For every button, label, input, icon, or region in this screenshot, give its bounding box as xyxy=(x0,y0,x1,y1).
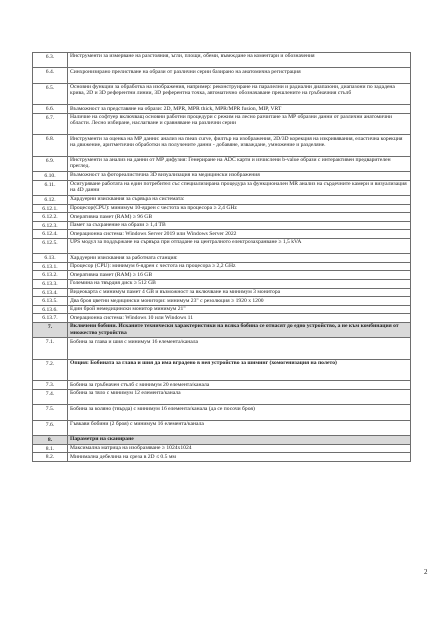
row-number: 7.6. xyxy=(33,420,68,435)
row-text: Опция: Бобината за глава и шия да има вградено в нея устройство за шиминг (хомогенизация на полето) xyxy=(68,359,411,380)
table-row xyxy=(33,113,411,134)
row-number: 6.13.2. xyxy=(33,271,68,280)
row-text: Възможност за представяне на образи: 2D, MPR, MPR thick, MPR/MPR fusion, MIP, VRT xyxy=(68,105,411,114)
row-number: 6.4. xyxy=(33,68,68,83)
row-number: 8.2. xyxy=(33,453,68,462)
row-text: Видеокарта с минимум памет 4 GB и възможност за включване на минимум 3 монитора xyxy=(68,288,411,297)
table-row xyxy=(33,338,411,359)
row-text: Синхронизирано прелистване на образи от различни серии базирано на анатомична регистрация xyxy=(68,68,411,83)
row-text: Операционна система: Windows Server 2019 или Windows Server 2022 xyxy=(68,230,411,239)
table-row xyxy=(33,180,411,195)
table-row xyxy=(33,314,411,323)
row-number: 7.1. xyxy=(33,338,68,359)
row-text: Бобина за коляно (твърда) с минимум 16 елемента/канала (да се посочи броя) xyxy=(68,405,411,420)
row-number: 6.12.1. xyxy=(33,204,68,213)
row-text: Възможност за фотореалистична 3D визуализация на медицински изображения xyxy=(68,171,411,180)
table-row xyxy=(33,68,411,83)
row-number: 6.5. xyxy=(33,83,68,104)
table-row xyxy=(33,83,411,104)
row-number: 6.7. xyxy=(33,113,68,134)
row-text: Операционна система: Windows 10 или Windows 11 xyxy=(68,314,411,323)
table-row xyxy=(33,213,411,222)
row-number: 7.3. xyxy=(33,381,68,390)
row-number: 7.2. xyxy=(33,359,68,380)
page-number: 2 xyxy=(424,568,428,576)
table-row xyxy=(33,359,411,380)
row-number: 6.13. xyxy=(33,254,68,263)
table-row xyxy=(33,297,411,306)
row-number: 6.8. xyxy=(33,135,68,156)
table-row xyxy=(33,254,411,263)
row-number: 6.12.2. xyxy=(33,213,68,222)
row-text: Основни функции за обработка на изображения, например: реконструиране на паралелни и радиални диапазони, диапазони по зададена крива, 2D и 3D референтни линии, 3D референтна точка, автоматично обозначаване прешлените на гръбначния стълб xyxy=(68,83,411,104)
row-text: Бобина за гръбначен стълб с минимум 20 елемента/канала xyxy=(68,381,411,390)
row-text: Процесор (CPU): минимум 6-ядрен с честота на процесора ≥ 2,2 GHz xyxy=(68,262,411,271)
table-row xyxy=(33,221,411,230)
table-row xyxy=(33,204,411,213)
table-row xyxy=(33,195,411,204)
row-number: 6.10. xyxy=(33,171,68,180)
table-row xyxy=(33,53,411,68)
table-row xyxy=(33,405,411,420)
row-number: 6.12.4. xyxy=(33,230,68,239)
table-row xyxy=(33,271,411,280)
row-number: 6.12.3. xyxy=(33,221,68,230)
row-text: Оперативна памет (RAM) ≥ 96 GB xyxy=(68,213,411,222)
row-number: 6.3. xyxy=(33,53,68,68)
row-text: Параметри на сканиране xyxy=(68,435,411,444)
row-text: Големина на твърдия диск ≥ 512 GB xyxy=(68,280,411,289)
row-number: 7.4. xyxy=(33,389,68,404)
table-row xyxy=(33,420,411,435)
table-row xyxy=(33,305,411,314)
row-number: 8. xyxy=(33,435,68,444)
row-number: 7. xyxy=(33,323,68,338)
table-row xyxy=(33,288,411,297)
row-text: Включени бобини. Исканите технически характеристики на всяка бобина се отнасят до едно устройство, а не към комбинация от множество устройства xyxy=(68,323,411,338)
row-number: 6.12.5. xyxy=(33,238,68,253)
row-number: 6.13.4. xyxy=(33,288,68,297)
row-text: Наличие на софтуер включващ основни работни процедури с режим на лесно разчитане за МР образни данни от различни анатомични области. Лесно избиране, наслагване и сравняване на различни серии xyxy=(68,113,411,134)
specification-table xyxy=(32,52,411,462)
table-row xyxy=(33,135,411,156)
row-number: 6.13.7. xyxy=(33,314,68,323)
row-text: Памет за съхранение на образи ≥ 1,4 TB xyxy=(68,221,411,230)
table-row xyxy=(33,230,411,239)
row-number: 6.13.5. xyxy=(33,297,68,306)
table-row xyxy=(33,262,411,271)
table-section-header-row xyxy=(33,323,411,338)
row-number: 8.1. xyxy=(33,444,68,453)
row-number: 7.5. xyxy=(33,405,68,420)
table-row xyxy=(33,238,411,253)
row-text: Инструменти за оценка на МР данни: анализ на mean curve, филтър на изображения, 2D/3D корекция на изкривявания, еластична корекция на движение, аритметични обработки на получените данни - добавяне, изваждане, умножение и разделяне. xyxy=(68,135,411,156)
row-text: Бобина за тяло с минимум 12 елемента/канала xyxy=(68,389,411,404)
row-number: 6.6. xyxy=(33,105,68,114)
row-text: Бобина за глава и шия с минимум 16 елемента/канала xyxy=(68,338,411,359)
table-row xyxy=(33,156,411,171)
row-text: Инструменти за анализ на данни от МР дифузия: Генериране на ADC карти и изчислени b-value образи с интерактивен предварителен преглед. xyxy=(68,156,411,171)
row-text: Хардуерни изисквания за сървъра на системата: xyxy=(68,195,411,204)
row-text: Минимална дебелина на среза в 2D ≤ 0.5 мм xyxy=(68,453,411,462)
row-text: Максимална матрица на изобразяване ≥ 1024x1024 xyxy=(68,444,411,453)
row-number: 6.11. xyxy=(33,180,68,195)
table-row xyxy=(33,280,411,289)
row-text: Хардуерни изисквания за работната станция: xyxy=(68,254,411,263)
row-number: 6.13.1. xyxy=(33,262,68,271)
table-row xyxy=(33,453,411,462)
row-text: Два броя цветни медицински монитори: минимум 23" с резолюция ≥ 1920 x 1200 xyxy=(68,297,411,306)
row-number: 6.13.6. xyxy=(33,305,68,314)
row-number: 6.13.3. xyxy=(33,280,68,289)
specification-table-body xyxy=(33,53,411,462)
row-text: Инструменти за измерване на разстояния, ъгли, площи, обеми, въвеждане на коментари и обозначения xyxy=(68,53,411,68)
row-number: 6.12. xyxy=(33,195,68,204)
row-text: UPS модул за поддържане на сървъра при отпадане на централното електрозахранване ≥ 1,5 kVA xyxy=(68,238,411,253)
table-row xyxy=(33,444,411,453)
table-section-header-row xyxy=(33,435,411,444)
table-row xyxy=(33,171,411,180)
row-text: Процесор(CPU): минимум 10-ядрен с честота на процесора ≥ 2,4 GHz xyxy=(68,204,411,213)
row-number: 6.9. xyxy=(33,156,68,171)
table-row xyxy=(33,105,411,114)
row-text: Един брой немедицински монитор минимум 21" xyxy=(68,305,411,314)
row-text: Гъвкави бобини (2 броя) с минимум 16 елемента/канала xyxy=(68,420,411,435)
table-row xyxy=(33,389,411,404)
row-text: Осигуряване работата на един потребител със специализирана процедура за функционален MR анализ на сърдечните камери и визуализация на 4D данни xyxy=(68,180,411,195)
row-text: Оперативна памет (RAM) ≥ 16 GB xyxy=(68,271,411,280)
table-row xyxy=(33,381,411,390)
